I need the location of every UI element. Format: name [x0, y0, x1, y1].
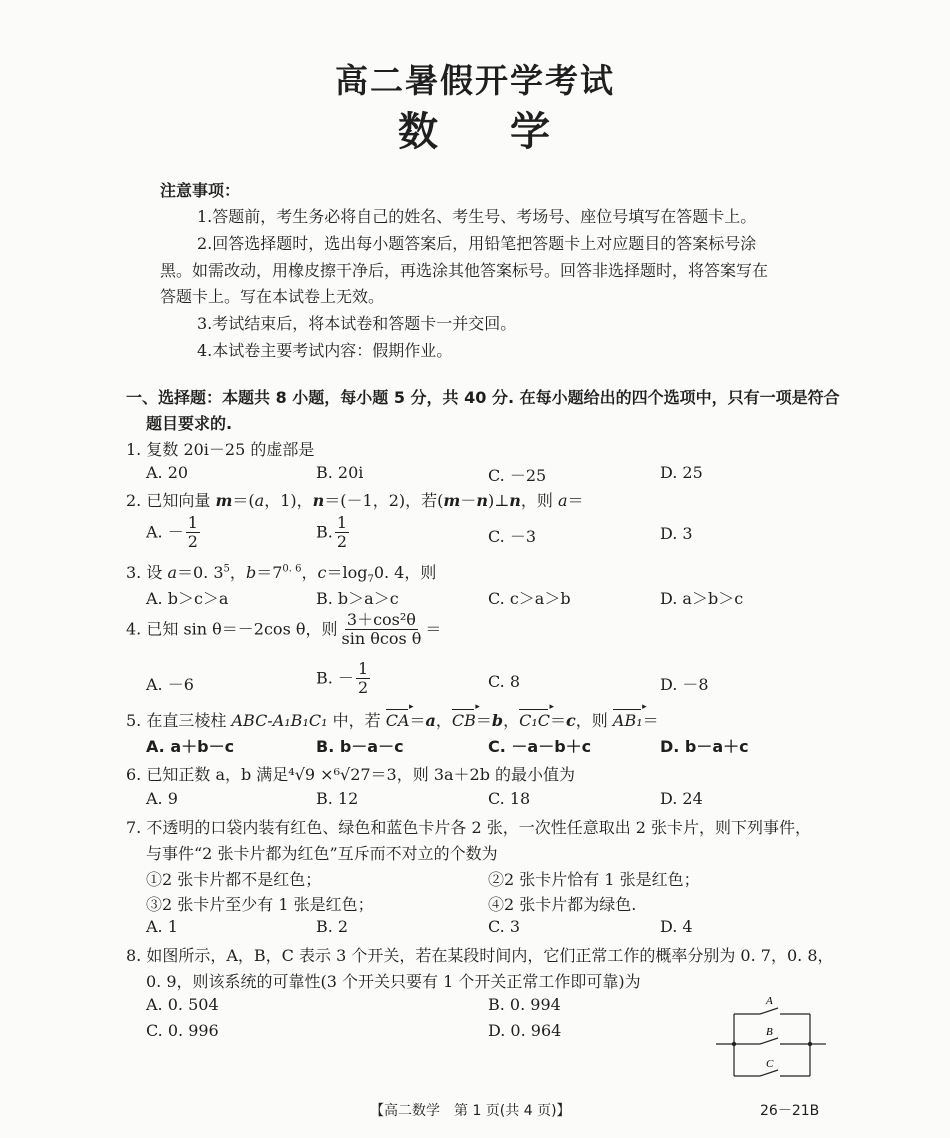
notice-item-1: 1.答题前，考生务必将自己的姓名、考生号、考场号、座位号填写在答题卡上。: [197, 207, 757, 226]
q8-option-c: C. 0. 996: [146, 1021, 219, 1040]
q5-stem: 5. 在直三棱柱 ABC-A₁B₁C₁ 中，若 CA ▸＝a，CB ▸＝b，C₁C ▸＝c，则 AB₁ ▸＝: [126, 708, 659, 731]
q7-event-4: ④2 张卡片都为绿色.: [488, 895, 637, 914]
q7-event-3: ③2 张卡片至少有 1 张是红色；: [146, 895, 374, 914]
q4-option-d: D. －8: [660, 675, 709, 694]
q7-stem-line2: 与事件“2 张卡片都为红色”互斥而不对立的个数为: [146, 844, 498, 863]
q7-stem-line1: 7. 不透明的口袋内装有红色、绿色和蓝色卡片各 2 张，一次性任意取出 2 张卡片，则下列事件，: [126, 818, 812, 837]
subject-left: 数: [398, 109, 440, 155]
exam-code: 26－21B: [760, 1103, 820, 1119]
q7-option-d: D. 4: [660, 917, 693, 936]
q2-option-d: D. 3: [660, 524, 693, 543]
q1-option-c: C. －25: [488, 466, 547, 485]
q8-option-a: A. 0. 504: [146, 995, 219, 1014]
q1-option-a: A. 20: [146, 463, 189, 482]
notice-heading: 注意事项：: [160, 181, 241, 200]
q1-option-b: B. 20i: [316, 463, 364, 482]
q5-option-b: B. b－a－c: [316, 737, 404, 756]
q3-option-a: A. b＞c＞a: [146, 589, 229, 608]
q4-option-a: A. －6: [146, 675, 194, 694]
subject-right: 学: [510, 109, 552, 155]
q6-stem: 6. 已知正数 a，b 满足⁴√9 ×⁶√27＝3，则 3a＋2b 的最小值为: [126, 765, 576, 784]
q6-option-a: A. 9: [146, 789, 178, 808]
notice-item-2-cont2: 答题卡上。写在本试卷上无效。: [160, 287, 385, 306]
q7-event-2: ②2 张卡片恰有 1 张是红色；: [488, 870, 700, 889]
notice-item-2: 2.回答选择题时，选出每小题答案后，用铅笔把答题卡上对应题目的答案标号涂: [197, 234, 757, 253]
notice-item-4: 4.本试卷主要考试内容：假期作业。: [197, 341, 453, 360]
section-heading-line2: 题目要求的.: [146, 414, 233, 433]
label-c: C: [766, 1058, 774, 1070]
switch-circuit-diagram: [712, 992, 832, 1082]
label-a: A: [766, 995, 773, 1007]
q2-option-c: C. －3: [488, 527, 537, 546]
q3-stem: 3. 设 a＝0. $3^5$，$b=7^{0. 6}$，$c=\log_70$. 4，则: [126, 563, 437, 586]
q3-option-c: C. c＞a＞b: [488, 589, 571, 608]
q6-option-d: D. 24: [660, 789, 703, 808]
q7-event-1: ①2 张卡片都不是红色；: [146, 870, 322, 889]
q8-option-b: B. 0. 994: [488, 995, 561, 1014]
q4-stem: 4. 已知 sin θ＝－2cos θ，则 $\frac{\text{3＋cos²θ}}{\text{sin θcos θ}}$ ＝: [126, 610, 442, 649]
q2-stem: 2. 已知向量 m＝(a，1)，n＝(－1，2)，若(m－n)⊥n，则 a＝: [126, 491, 584, 510]
notice-item-2-cont: 黑。如需改动，用橡皮擦干净后，再选涂其他答案标号。回答非选择题时，将答案写在: [160, 261, 769, 280]
switch-a: [760, 1008, 778, 1014]
q8-stem-line2: 0. 9，则该系统的可靠性(3 个开关只要有 1 个开关正常工作即可靠)为: [146, 972, 641, 991]
q5-option-c: C. －a－b＋c: [488, 737, 592, 756]
q4-option-b: B. － $\frac{1}{2}$: [316, 659, 369, 698]
q7-option-b: B. 2: [316, 917, 349, 936]
q3-option-d: D. a＞b＞c: [660, 589, 744, 608]
q4-option-c: C. 8: [488, 672, 521, 691]
junction-right: [808, 1042, 812, 1046]
q1-stem: 1. 复数 20i－25 的虚部是: [126, 440, 315, 459]
q6-option-c: C. 18: [488, 789, 531, 808]
q2-option-b: B. $\frac{1}{2}$: [316, 513, 348, 552]
q8-option-d: D. 0. 964: [488, 1021, 562, 1040]
q6-option-b: B. 12: [316, 789, 359, 808]
subject-title: [0, 100, 950, 157]
junction-left: [732, 1042, 736, 1046]
exam-title: 高二暑假开学考试: [335, 61, 615, 100]
q5-option-d: D. b－a＋c: [660, 737, 749, 756]
q1-option-d: D. 25: [660, 463, 703, 482]
section-heading-line1: 一、选择题：本题共 8 小题，每小题 5 分，共 40 分. 在每小题给出的四个选项中，只有一项是符合: [126, 388, 840, 407]
switch-c: [760, 1070, 778, 1076]
q5-option-a: A. a＋b－c: [146, 737, 235, 756]
q8-stem-line1: 8. 如图所示，A，B，C 表示 3 个开关，若在某段时间内，它们正常工作的概率分别为 0. 7，0. 8，: [126, 946, 834, 965]
page-footer: 【高二数学 第 1 页(共 4 页)】: [370, 1103, 571, 1119]
switch-b: [760, 1038, 778, 1044]
q7-option-c: C. 3: [488, 917, 521, 936]
q7-option-a: A. 1: [146, 917, 178, 936]
label-b: B: [766, 1026, 773, 1038]
notice-item-3: 3.考试结束后，将本试卷和答题卡一并交回。: [197, 314, 517, 333]
q2-option-a: A. － $\frac{1}{2}$: [146, 513, 198, 552]
q3-option-b: B. b＞a＞c: [316, 589, 399, 608]
